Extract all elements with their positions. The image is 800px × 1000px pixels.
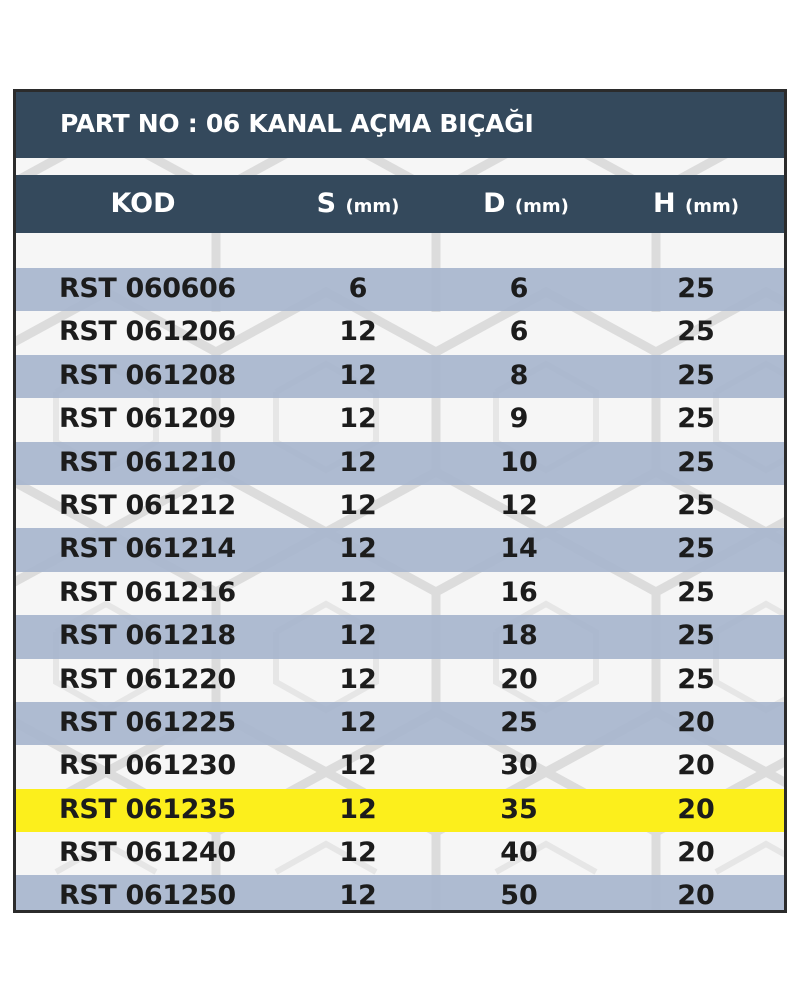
cell-kod: RST 061212 bbox=[59, 489, 236, 521]
table-header bbox=[16, 175, 784, 233]
column-unit-s: (mm) bbox=[345, 196, 400, 217]
cell-s: 12 bbox=[339, 837, 377, 869]
table-row-highlighted bbox=[16, 789, 784, 832]
cell-h: 20 bbox=[677, 837, 715, 869]
cell-kod: RST 060606 bbox=[59, 273, 236, 304]
table-body bbox=[16, 268, 784, 913]
table-row bbox=[16, 745, 784, 788]
table-row bbox=[16, 832, 784, 875]
cell-s: 12 bbox=[339, 533, 377, 565]
column-header-d: D (mm) bbox=[483, 188, 569, 219]
cell-d: 16 bbox=[500, 576, 538, 608]
cell-kod: RST 061218 bbox=[59, 620, 236, 652]
cell-s: 12 bbox=[339, 750, 377, 782]
cell-d: 50 bbox=[500, 880, 538, 912]
cell-d: 6 bbox=[509, 316, 529, 348]
cell-kod: RST 061216 bbox=[59, 576, 236, 608]
table-row bbox=[16, 268, 784, 311]
cell-h: 25 bbox=[677, 576, 715, 608]
cell-s: 12 bbox=[339, 620, 377, 652]
column-unit-h: (mm) bbox=[685, 196, 739, 217]
cell-s: 12 bbox=[339, 880, 377, 912]
cell-h: 25 bbox=[677, 359, 715, 391]
column-header-kod: KOD bbox=[110, 188, 176, 219]
cell-h: 25 bbox=[677, 403, 715, 435]
cell-d: 9 bbox=[509, 403, 529, 435]
cell-kod: RST 061206 bbox=[59, 316, 236, 348]
cell-d: 12 bbox=[500, 489, 538, 521]
cell-kod: RST 061210 bbox=[59, 446, 236, 478]
cell-s: 12 bbox=[339, 663, 377, 695]
title-bar bbox=[16, 92, 784, 158]
table-row bbox=[16, 311, 784, 354]
cell-s: 12 bbox=[339, 793, 377, 825]
column-header-s: S (mm) bbox=[316, 188, 400, 219]
cell-d: 18 bbox=[500, 620, 538, 652]
cell-s: 12 bbox=[339, 706, 377, 738]
table-row bbox=[16, 659, 784, 702]
cell-kod: RST 061225 bbox=[59, 706, 236, 738]
cell-h: 25 bbox=[677, 316, 715, 348]
table-row bbox=[16, 572, 784, 615]
cell-kod: RST 061208 bbox=[59, 359, 236, 391]
cell-kod: RST 061209 bbox=[59, 403, 236, 435]
column-unit-d: (mm) bbox=[514, 196, 569, 217]
cell-h: 20 bbox=[677, 706, 715, 738]
table-row bbox=[16, 442, 784, 485]
cell-s: 6 bbox=[348, 273, 368, 304]
cell-d: 30 bbox=[500, 750, 538, 782]
cell-h: 25 bbox=[677, 533, 715, 565]
cell-d: 35 bbox=[500, 793, 538, 825]
cell-h: 25 bbox=[677, 620, 715, 652]
table-row bbox=[16, 485, 784, 528]
table-row bbox=[16, 875, 784, 913]
cell-h: 25 bbox=[677, 663, 715, 695]
cell-h: 25 bbox=[677, 446, 715, 478]
cell-s: 12 bbox=[339, 403, 377, 435]
table-row bbox=[16, 615, 784, 658]
cell-s: 12 bbox=[339, 576, 377, 608]
cell-d: 20 bbox=[500, 663, 538, 695]
cell-d: 10 bbox=[500, 446, 538, 478]
cell-d: 14 bbox=[500, 533, 538, 565]
cell-s: 12 bbox=[339, 316, 377, 348]
cell-kod: RST 061235 bbox=[59, 793, 236, 825]
cell-s: 12 bbox=[339, 489, 377, 521]
page-title: PART NO : 06 KANAL AÇMA BIÇAĞI bbox=[60, 109, 534, 138]
table-row bbox=[16, 355, 784, 398]
cell-kod: RST 061240 bbox=[59, 837, 236, 869]
cell-h: 20 bbox=[677, 793, 715, 825]
cell-s: 12 bbox=[339, 446, 377, 478]
cell-h: 25 bbox=[677, 489, 715, 521]
cell-kod: RST 061214 bbox=[59, 533, 236, 565]
cell-d: 25 bbox=[500, 706, 538, 738]
cell-s: 12 bbox=[339, 359, 377, 391]
cell-d: 6 bbox=[509, 273, 529, 304]
table-row bbox=[16, 398, 784, 441]
spec-table-frame bbox=[13, 89, 787, 913]
column-header-h: H (mm) bbox=[653, 188, 739, 219]
cell-kod: RST 061220 bbox=[59, 663, 236, 695]
cell-kod: RST 061230 bbox=[59, 750, 236, 782]
table-row bbox=[16, 702, 784, 745]
cell-kod: RST 061250 bbox=[59, 880, 236, 912]
cell-d: 40 bbox=[500, 837, 538, 869]
cell-h: 20 bbox=[677, 750, 715, 782]
cell-h: 25 bbox=[677, 273, 715, 304]
cell-h: 20 bbox=[677, 880, 715, 912]
table-row bbox=[16, 528, 784, 571]
cell-d: 8 bbox=[509, 359, 529, 391]
